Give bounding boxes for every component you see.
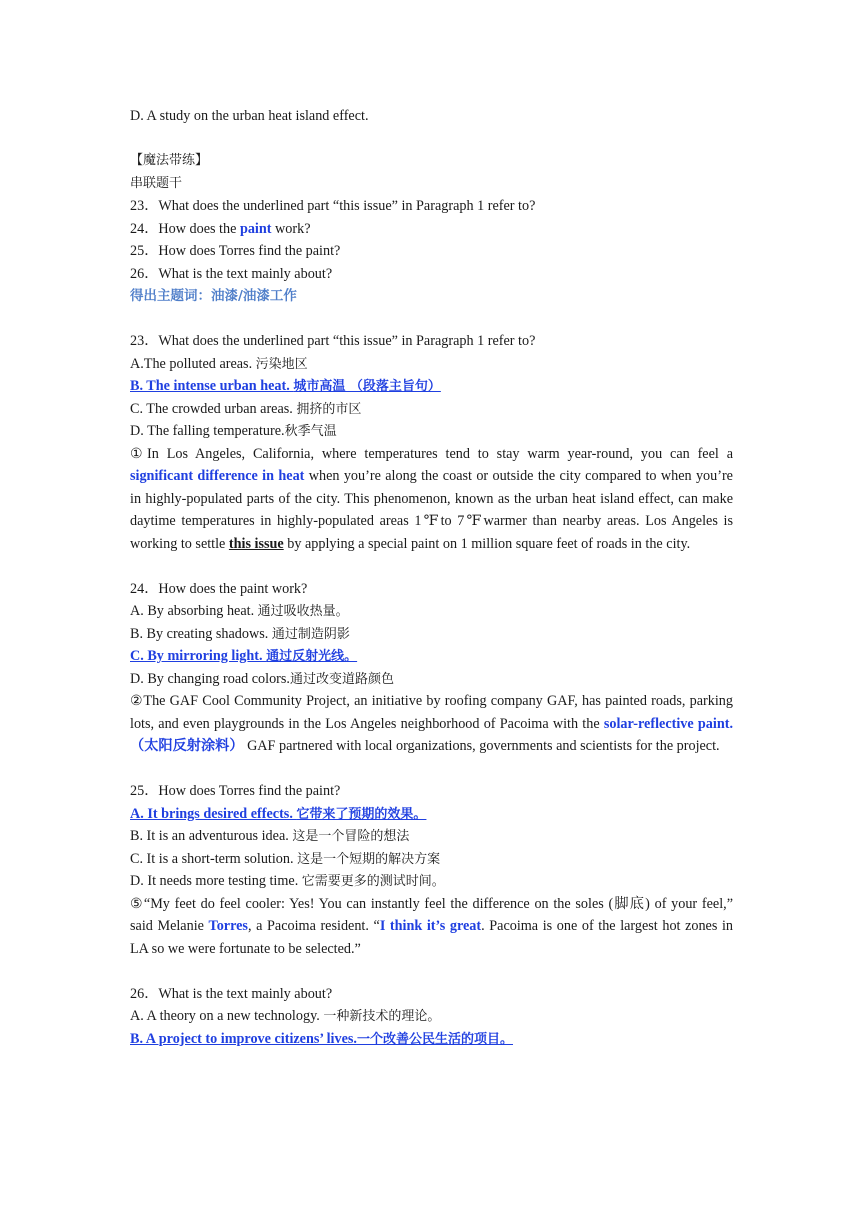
option-cn: 它带来了预期的效果。 — [296, 806, 427, 822]
spacer — [130, 128, 733, 151]
option-26-a — [130, 1005, 733, 1028]
option-24-b — [130, 623, 733, 646]
option-24-a — [130, 600, 733, 623]
stem-23 — [130, 195, 733, 218]
stem-25 — [130, 240, 733, 263]
stem-26 — [130, 263, 733, 286]
para-text: ①In Los Angeles, California, where temperatures tend to stay warm year-round, you can feel a — [130, 445, 733, 462]
para-highlight: I think it’s great — [379, 918, 482, 934]
option-cn: 一种新技术的理论。 — [323, 1009, 441, 1024]
option-en: A.The polluted areas. — [130, 355, 256, 372]
option-cn: 通过吸收热量。 — [257, 604, 349, 619]
spacer — [130, 555, 733, 578]
option-en: A. A theory on a new technology. — [130, 1008, 324, 1024]
stem-text: 23．What does the underlined part “this issue” in Paragraph 1 refer to? — [130, 198, 536, 214]
paragraph-1 — [130, 443, 733, 556]
stem-text: 26．What is the text mainly about? — [130, 265, 333, 282]
option-en: B. The intense urban heat. — [130, 378, 294, 394]
paragraph-2 — [130, 690, 733, 758]
option-cn: 秋季气温 — [284, 424, 337, 439]
option-en: B. A project to improve citizens’ lives. — [130, 1030, 357, 1047]
option-cn: 通过制造阴影 — [271, 626, 350, 642]
option-en: A. By absorbing heat. — [130, 603, 258, 619]
para-underline: this issue — [228, 535, 284, 552]
option-23-d — [130, 420, 733, 443]
para-highlight: Torres — [208, 918, 248, 934]
option-cn: 一个改善公民生活的项目。 — [356, 1031, 513, 1047]
document-content — [130, 105, 733, 1050]
option-en: A. It brings desired effects. — [130, 805, 297, 822]
option-23-b-correct — [130, 375, 733, 398]
option-en: B. By creating shadows. — [130, 625, 272, 642]
para-text: GAF partnered with local organizations, governments and scientists for the project. — [243, 738, 720, 754]
option-25-a-correct — [130, 803, 733, 826]
para-text: when you’re along the coast or outside the city compared to when you’re in highly-populated parts of the city. This phenomenon, known as the urban heat island effect, can make daytime temperatures in highly-populated areas 1℉to 7℉warmer than nearby areas. Los Angeles is working to settle — [130, 468, 733, 552]
top-option-line: D. A study on the urban heat island effect. — [130, 108, 369, 124]
spacer — [130, 758, 733, 781]
option-25-c — [130, 848, 733, 871]
para-highlight: solar-reflective paint.（太阳反射涂料） — [130, 715, 733, 754]
option-cn: 污染地区 — [255, 356, 308, 372]
option-en: C. The crowded urban areas. — [130, 400, 297, 417]
option-cn: 这是一个短期的解决方案 — [297, 851, 441, 867]
spacer — [130, 960, 733, 983]
option-cn: 通过改变道路颜色 — [289, 671, 394, 687]
para-text: . Pacoima is one of the largest hot zones in LA so we were fortunate to be selected.” — [130, 918, 734, 957]
option-en: B. It is an adventurous idea. — [130, 828, 293, 844]
question-24: 24．How does the paint work? — [130, 580, 308, 597]
section-title: 【魔法带练】 — [130, 153, 209, 168]
theme-word: 得出主题词：油漆/油漆工作 — [130, 288, 297, 304]
option-23-c — [130, 398, 733, 421]
option-24-d — [130, 668, 733, 691]
option-cn: 这是一个冒险的想法 — [292, 829, 410, 844]
option-cn: 通过反射光线。 — [266, 649, 358, 664]
option-en: D. By changing road colors. — [130, 670, 290, 687]
para-text: ⑤“My feet do feel cooler: Yes! You can instantly feel the difference on the soles (脚底) of your feel,” said Melanie — [130, 895, 733, 934]
stem-24 — [130, 218, 733, 241]
option-cn: 城市高温 （段落主旨句） — [293, 379, 441, 394]
stem-text: 25．How does Torres find the paint? — [130, 243, 341, 259]
option-en: C. It is a short-term solution. — [130, 850, 298, 867]
option-en: D. The falling temperature. — [130, 423, 285, 439]
para-text: ②The GAF Cool Community Project, an initiative by roofing company GAF, has painted roads, parking lots, and even playgrounds in the Los Angeles neighborhood of Pacoima with the — [130, 693, 733, 732]
para-highlight: significant difference in heat — [130, 468, 305, 484]
question-26: 26．What is the text mainly about? — [130, 985, 333, 1002]
option-cn: 拥挤的市区 — [296, 401, 362, 417]
question-25: 25．How does Torres find the paint? — [130, 783, 341, 799]
stem-keyword: paint — [239, 220, 272, 237]
spacer — [130, 308, 733, 331]
para-text: by applying a special paint on 1 million square feet of roads in the city. — [283, 535, 691, 552]
option-26-b-correct — [130, 1028, 733, 1051]
stem-text: work? — [271, 220, 311, 237]
stem-text: 24．How does the — [130, 220, 240, 237]
section-subtitle: 串联题干 — [130, 175, 183, 191]
option-24-c-correct — [130, 645, 733, 668]
option-cn: 它需要更多的测试时间。 — [301, 874, 445, 889]
option-25-d — [130, 870, 733, 893]
para-text: , a Pacoima resident. “ — [247, 918, 380, 934]
option-25-b — [130, 825, 733, 848]
option-en: D. It needs more testing time. — [130, 873, 302, 889]
option-en: C. By mirroring light. — [130, 648, 267, 664]
question-23: 23．What does the underlined part “this issue” in Paragraph 1 refer to? — [130, 333, 536, 349]
paragraph-5 — [130, 893, 733, 961]
option-23-a — [130, 353, 733, 376]
